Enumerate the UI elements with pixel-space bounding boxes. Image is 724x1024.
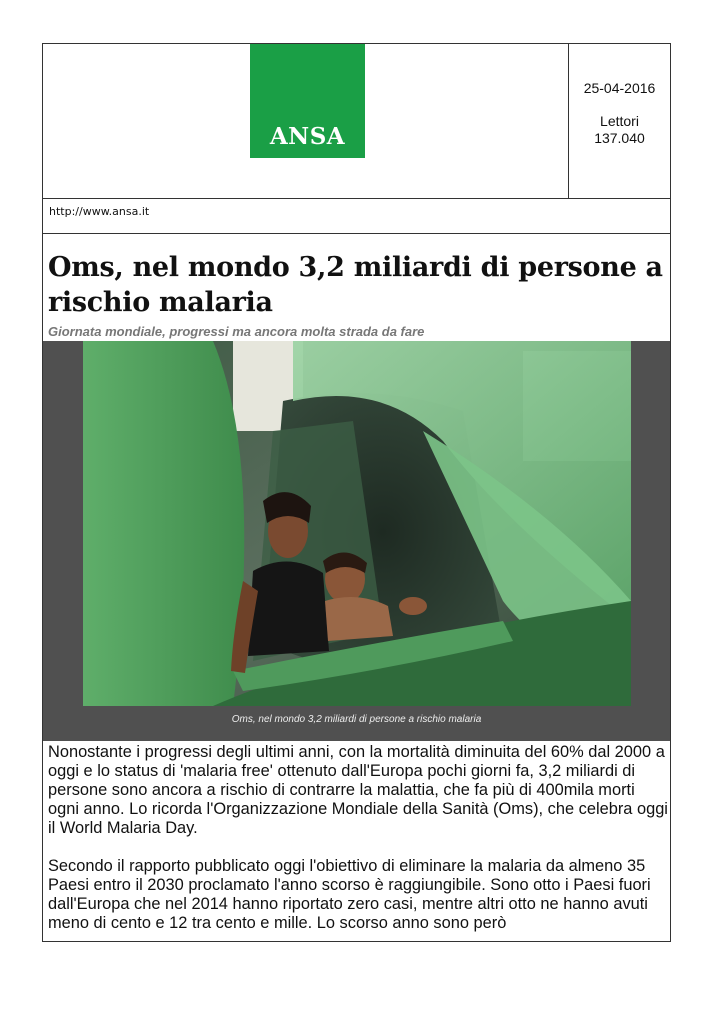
- paragraph: Nonostante i progressi degli ultimi anni, con la mortalità diminuita del 60% dal 2000 a oggi e lo status di 'malaria free' ottenuto dall'Europa pochi giorni fa, 3,2 miliardi di persone sono ancora a rischio di contrarre la malattia, che fa più di 400mila morti ogni anno. Lo ricorda l'Organizzazione Mondiale della Sanità (Oms), che celebra oggi il World Malaria Day.: [48, 743, 668, 837]
- source-url[interactable]: http://www.ansa.it: [49, 205, 150, 218]
- paragraph: Secondo il rapporto pubblicato oggi l'obiettivo di eliminare la malaria da almeno 35 Paesi entro il 2030 proclamato l'anno scorso è raggiungibile. Sono otto i Paesi fuori dall'Europa che nel 2014 hanno riportato zero casi, mentre altri otto ne hanno avuti meno di cento e 12 tra cento e mille. Lo scorso anno sono però: [48, 857, 651, 932]
- publication-date: 25-04-2016: [583, 80, 656, 96]
- source-url-row: [43, 199, 670, 234]
- logo-text: ANSA: [269, 123, 346, 150]
- photo-container: [43, 341, 670, 741]
- article-subtitle: Giornata mondiale, progressi ma ancora molta strada da fare: [48, 324, 425, 339]
- ansa-logo: [250, 44, 365, 158]
- header: [43, 44, 670, 199]
- photo-caption: Oms, nel mondo 3,2 miliardi di persone a rischio malaria: [231, 714, 482, 725]
- readers-count: 137.040: [594, 130, 645, 146]
- clipping-frame: [42, 43, 671, 942]
- header-info: [568, 44, 670, 198]
- readers-label: Lettori: [600, 113, 639, 129]
- article-photo: [83, 341, 631, 706]
- article-title: Oms, nel mondo 3,2 miliardi di persone a rischio malaria: [48, 252, 663, 318]
- article-body: [48, 743, 670, 952]
